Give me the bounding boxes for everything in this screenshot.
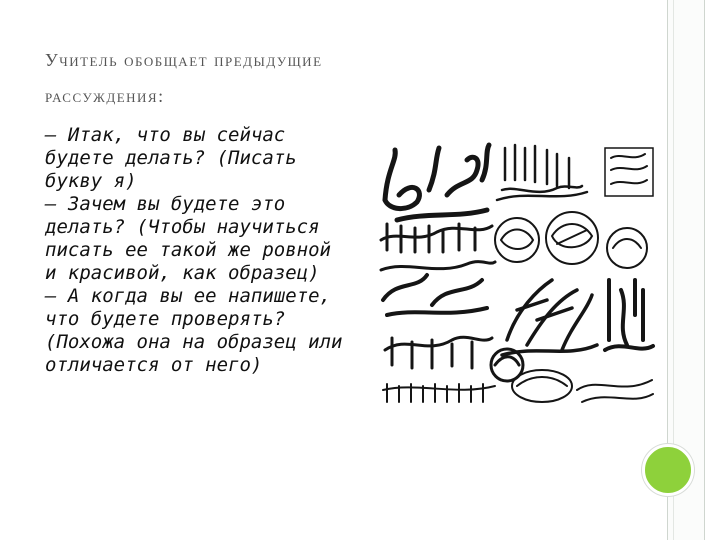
dialogue-text [45,124,345,377]
dialogue-paragraph-2: — Зачем вы будете это делать? (Чтобы научиться писать ее такой же ровной и красивой, как образец) [45,193,331,284]
arabic-calligraphy-collage-icon [377,140,657,410]
title-line-1: Учитель обобщает предыдущие [45,50,323,70]
dialogue-paragraph-3: — А когда вы ее напишете, что будете проверять? (Похожа она на образец или отличается от него) [45,285,343,376]
title-line-2: рассуждения: [45,86,165,106]
slide-title [45,42,525,114]
dialogue-paragraph-1: — Итак, что вы сейчас будете делать? (Писать букву я) [45,124,297,192]
green-circle-icon [642,444,694,496]
